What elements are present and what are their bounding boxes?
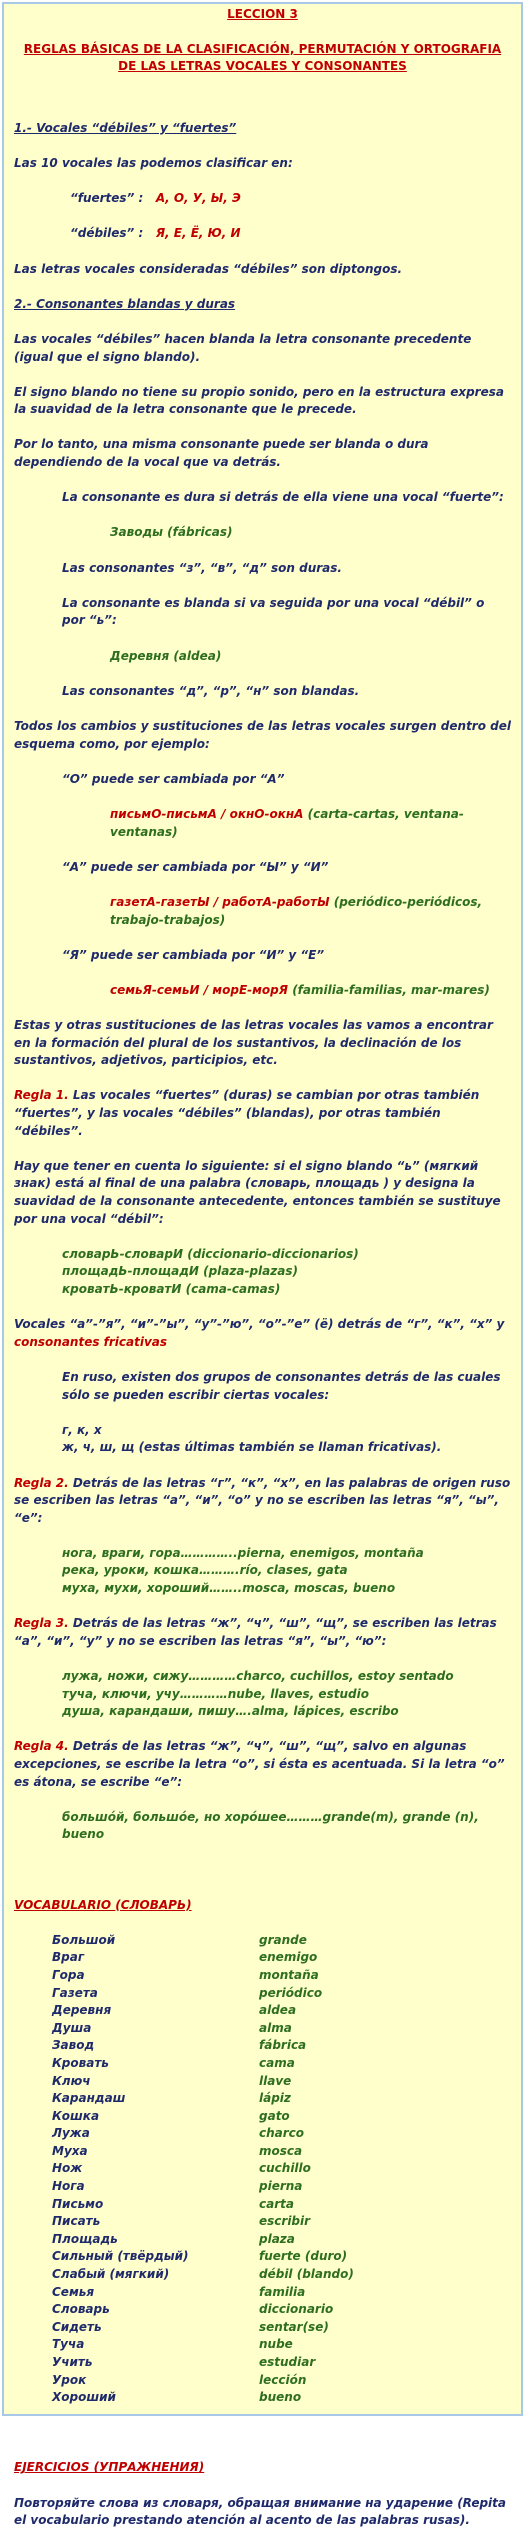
- section-2-heading: 2.- Consonantes blandas y duras: [14, 296, 236, 311]
- vocab-russian: Слабый (мягкий): [52, 2267, 170, 2282]
- vocab-russian: Нож: [52, 2161, 83, 2176]
- regla-2: [14, 1475, 511, 1528]
- debiles-letters: Я, Е, Ё, Ю, И: [155, 226, 241, 241]
- debiles-row: [70, 225, 511, 243]
- vocab-spanish: pierna: [259, 2179, 303, 2194]
- vocab-spanish: llave: [259, 2073, 292, 2088]
- vocab-spanish: periódico: [259, 1985, 323, 2000]
- vocab-spanish: montaña: [259, 1967, 319, 1982]
- diptongos-note: Las letras vocales consideradas “débiles” son diptongos.: [14, 261, 403, 276]
- regla-3-label: Regla 3.: [14, 1616, 69, 1631]
- dura-example: Заводы (fábricas): [110, 525, 233, 540]
- vocab-spanish: enemigo: [259, 1950, 318, 1965]
- vocales-after-gkx: [14, 1316, 511, 1351]
- vocab-russian: Урок: [52, 2372, 87, 2387]
- vocab-spanish: lápiz: [259, 2091, 291, 2106]
- section-2-paragraph-1: Las vocales “débiles” hacen blanda la letra consonante precedente (igual que el signo blando).: [14, 331, 472, 364]
- consonantes-fricativas: consonantes fricativas: [14, 1334, 168, 1349]
- vocab-russian: Карандаш: [52, 2091, 126, 2106]
- a-y-example-ru: газетА-газетЫ / работА-работЫ: [110, 894, 330, 909]
- group-fricativas: ж, ч, ш, щ (estas últimas también se llaman fricativas).: [62, 1440, 442, 1455]
- vocab-spanish: sentar(se): [259, 2319, 329, 2334]
- regla-1-label: Regla 1.: [14, 1088, 69, 1103]
- regla-3-example-1: лужа, ножи, сижу…………charco, cuchillos, estoy sentado: [62, 1669, 454, 1684]
- regla-1-text: Las vocales “fuertes” (duras) se cambian por otras también “fuertes”, y las vocales “débiles” (blandas), por otras también “débiles”.: [14, 1088, 480, 1138]
- regla-1-note: Hay que tener en cuenta lo siguiente: si el signo blando “ь” (мягкий знак) está al final de una palabra (словарь, площадь ) y designa la suavidad de la consonante antecedente, entonces también se sustituye por una vocal “débil”:: [14, 1158, 501, 1226]
- ruso-grupos-paragraph: En ruso, existen dos grupos de consonantes detrás de las cuales sólo se pueden escribir ciertas vocales:: [62, 1369, 501, 1402]
- vocab-russian: Семья: [52, 2284, 95, 2299]
- vocab-spanish: cuchillo: [259, 2161, 311, 2176]
- fuertes-row: [70, 190, 511, 208]
- vocab-spanish: lección: [259, 2372, 307, 2387]
- blanda-example: Деревня (aldea): [110, 648, 222, 663]
- vocab-russian: Кровать: [52, 2055, 109, 2070]
- group-gkx: г, к, х: [62, 1422, 102, 1437]
- vocab-russian: Нога: [52, 2179, 85, 2194]
- ya-i-example-es: (familia-familias, mar-mares): [288, 982, 490, 997]
- debiles-label: “débiles” :: [70, 226, 144, 241]
- vocab-russian: Ключ: [52, 2073, 91, 2088]
- regla-3-example-2: туча, ключи, учу…………nube, llaves, estudio: [62, 1686, 369, 1701]
- lesson-title: REGLAS BÁSICAS DE LA CLASIFICACIÓN, PERMUTACIÓN Y ORTOGRAFIA DE LAS LETRAS VOCALES Y CONSONANTES: [23, 41, 502, 74]
- ya-i-example-ru: семьЯ-семьИ / морЕ-морЯ: [110, 982, 289, 997]
- a-y-example-es: (periódico-periódicos, trabajo-trabajos): [110, 894, 483, 927]
- fuertes-letters: А, О, У, Ы, Э: [155, 191, 241, 206]
- vocab-russian: Письмо: [52, 2196, 104, 2211]
- o-a-rule: “О” puede ser cambiada por “А”: [62, 771, 285, 786]
- vocab-russian: Деревня: [52, 2003, 112, 2018]
- dura-rule: La consonante es dura si detrás de ella viene una vocal “fuerte”:: [62, 490, 504, 505]
- vocab-spanish: escribir: [259, 2214, 311, 2229]
- section-2-paragraph-2: El signo blando no tiene su propio sonido, pero en la estructura expresa la suavidad de la letra consonante que le precede.: [14, 384, 504, 417]
- vocab-spanish: grande: [259, 1932, 307, 1947]
- vocab-spanish: cama: [259, 2055, 295, 2070]
- vocab-spanish: débil (blando): [259, 2267, 354, 2282]
- regla-2-example-3: муха, мухи, хороший……..mosca, moscas, bueno: [62, 1581, 396, 1596]
- vocab-russian: Словарь: [52, 2302, 110, 2317]
- cambios-paragraph: Todos los cambios y sustituciones de las letras vocales surgen dentro del esquema como, por ejemplo:: [14, 718, 511, 751]
- vocab-russian: Завод: [52, 2038, 95, 2053]
- regla-4-example: большóй, большóе, но хорóшее………grande(m), grande (n), bueno: [62, 1809, 479, 1842]
- vocales-after-text: Vocales “а”-”я”, “и”-”ы”, “у”-”ю”, “о”-”е” (ё) detrás de “г”, “к”, “х” y: [14, 1317, 505, 1332]
- vocab-russian: Муха: [52, 2143, 88, 2158]
- vocab-spanish: aldea: [259, 2003, 297, 2018]
- regla-1-example-3: кроватЬ-кроватИ (cama-camas): [62, 1281, 281, 1296]
- regla-1-example-2: площадЬ-площадИ (plaza-plazas): [62, 1264, 298, 1279]
- dura-consonants: Las consonantes “з”, “в”, “д” son duras.: [62, 560, 342, 575]
- vocab-spanish: fábrica: [259, 2038, 307, 2053]
- vocab-russian: Враг: [52, 1950, 85, 1965]
- vocab-spanish: alma: [259, 2020, 292, 2035]
- regla-1-example-1: словарЬ-словарИ (diccionario-diccionarios): [62, 1246, 359, 1261]
- lesson-page: [2, 2, 523, 2528]
- regla-2-text: Detrás de las letras “г”, “к”, “х”, en las palabras de origen ruso se escriben las letras “а”, “и”, “о” y no se escriben las letras “я”, “ы”, “е”:: [14, 1475, 511, 1525]
- regla-2-example-2: река, уроки, кошка……….río, clases, gata: [62, 1563, 348, 1578]
- vocab-spanish: mosca: [259, 2143, 303, 2158]
- ejercicios-text: Повторяйте слова из словаря, обращая внимание на ударение (Repita el vocabulario prestando atención al acento de las palabras rusas).: [14, 2495, 506, 2528]
- vocabulario-heading: VOCABULARIO (СЛОВАРЬ): [14, 1897, 192, 1912]
- ejercicios-heading: EJERCICIOS (УПРАЖНЕНИЯ): [14, 2460, 205, 2475]
- fuertes-label: “fuertes” :: [70, 191, 144, 206]
- regla-4: [14, 1738, 511, 1791]
- vocab-russian: Хороший: [52, 2390, 116, 2405]
- a-y-rule: “А” puede ser cambiada por “Ы” y “И”: [62, 859, 329, 874]
- vocab-spanish: fuerte (duro): [259, 2249, 348, 2264]
- a-y-example: [110, 894, 511, 929]
- section-2-paragraph-3: Por lo tanto, una misma consonante puede ser blanda o dura dependiendo de la vocal que va detrás.: [14, 437, 429, 470]
- vocab-russian: Большой: [52, 1932, 116, 1947]
- vocab-spanish: nube: [259, 2337, 293, 2352]
- vocab-russian: Площадь: [52, 2231, 118, 2246]
- vocabulary-list: [52, 1932, 511, 2407]
- vocab-russian: Газета: [52, 1985, 98, 2000]
- regla-4-text: Detrás de las letras “ж”, “ч”, “ш”, “щ”, salvo en algunas excepciones, se escribe la letra “о”, si ésta es acentuada. Si la letra “о” es átona, se escribe “е”:: [14, 1739, 505, 1789]
- blanda-consonants: Las consonantes “д”, “р”, “н” son blandas.: [62, 683, 360, 698]
- lesson-number: LECCION 3: [227, 7, 298, 21]
- sustituciones-paragraph: Estas y otras sustituciones de las letras vocales las vamos a encontrar en la formación del plural de los sustantivos, la declinación de los sustantivos, adjetivos, participios, etc.: [14, 1018, 493, 1068]
- vocab-russian: Сидеть: [52, 2319, 102, 2334]
- vocab-russian: Учить: [52, 2355, 93, 2369]
- vocab-spanish: gato: [259, 2108, 290, 2123]
- regla-4-label: Regla 4.: [14, 1739, 69, 1754]
- vocab-spanish: diccionario: [259, 2302, 334, 2317]
- ya-i-rule: “Я” puede ser cambiada por “И” y “Е”: [62, 947, 325, 962]
- vocab-spanish: estudiar: [259, 2355, 316, 2369]
- blanda-rule: La consonante es blanda si va seguida por una vocal “débil” o por “ь”:: [62, 595, 485, 628]
- vocab-spanish: charco: [259, 2126, 305, 2141]
- vocab-spanish: bueno: [259, 2390, 302, 2405]
- o-a-example-ru: письмО-письмА / окнО-окнА: [110, 806, 304, 821]
- vocab-spanish: plaza: [259, 2231, 295, 2246]
- regla-2-example-1: нога, враги, гора…………..pierna, enemigos, montaña: [62, 1545, 424, 1560]
- vocab-russian: Гора: [52, 1967, 85, 1982]
- vocab-spanish: carta: [259, 2196, 294, 2211]
- regla-1: [14, 1087, 511, 1140]
- regla-3-example-3: душа, карандаши, пишу….alma, lápices, escribo: [62, 1704, 399, 1719]
- regla-3-text: Detrás de las letras “ж”, “ч”, “ш”, “щ”, se escriben las letras “а”, “и”, “у” y no se escriben las letras “я”, “ы”, “ю”:: [14, 1616, 497, 1648]
- regla-3: [14, 1615, 511, 1650]
- section-1-heading: 1.- Vocales “débiles” y “fuertes”: [14, 120, 237, 135]
- o-a-example-es: (carta-cartas, ventana-ventanas): [110, 806, 464, 839]
- vocab-russian: Писать: [52, 2214, 101, 2229]
- vocab-russian: Сильный (твёрдый): [52, 2249, 189, 2264]
- vocab-spanish: familia: [259, 2284, 306, 2299]
- vocab-russian: Кошка: [52, 2108, 100, 2123]
- vocab-russian: Душа: [52, 2020, 92, 2035]
- section-1-intro: Las 10 vocales las podemos clasificar en:: [14, 155, 293, 170]
- regla-2-label: Regla 2.: [14, 1475, 69, 1490]
- vocab-russian: Туча: [52, 2337, 85, 2352]
- o-a-example: [110, 806, 511, 841]
- vocab-russian: Лужа: [52, 2126, 90, 2141]
- ya-i-example: [110, 982, 511, 1000]
